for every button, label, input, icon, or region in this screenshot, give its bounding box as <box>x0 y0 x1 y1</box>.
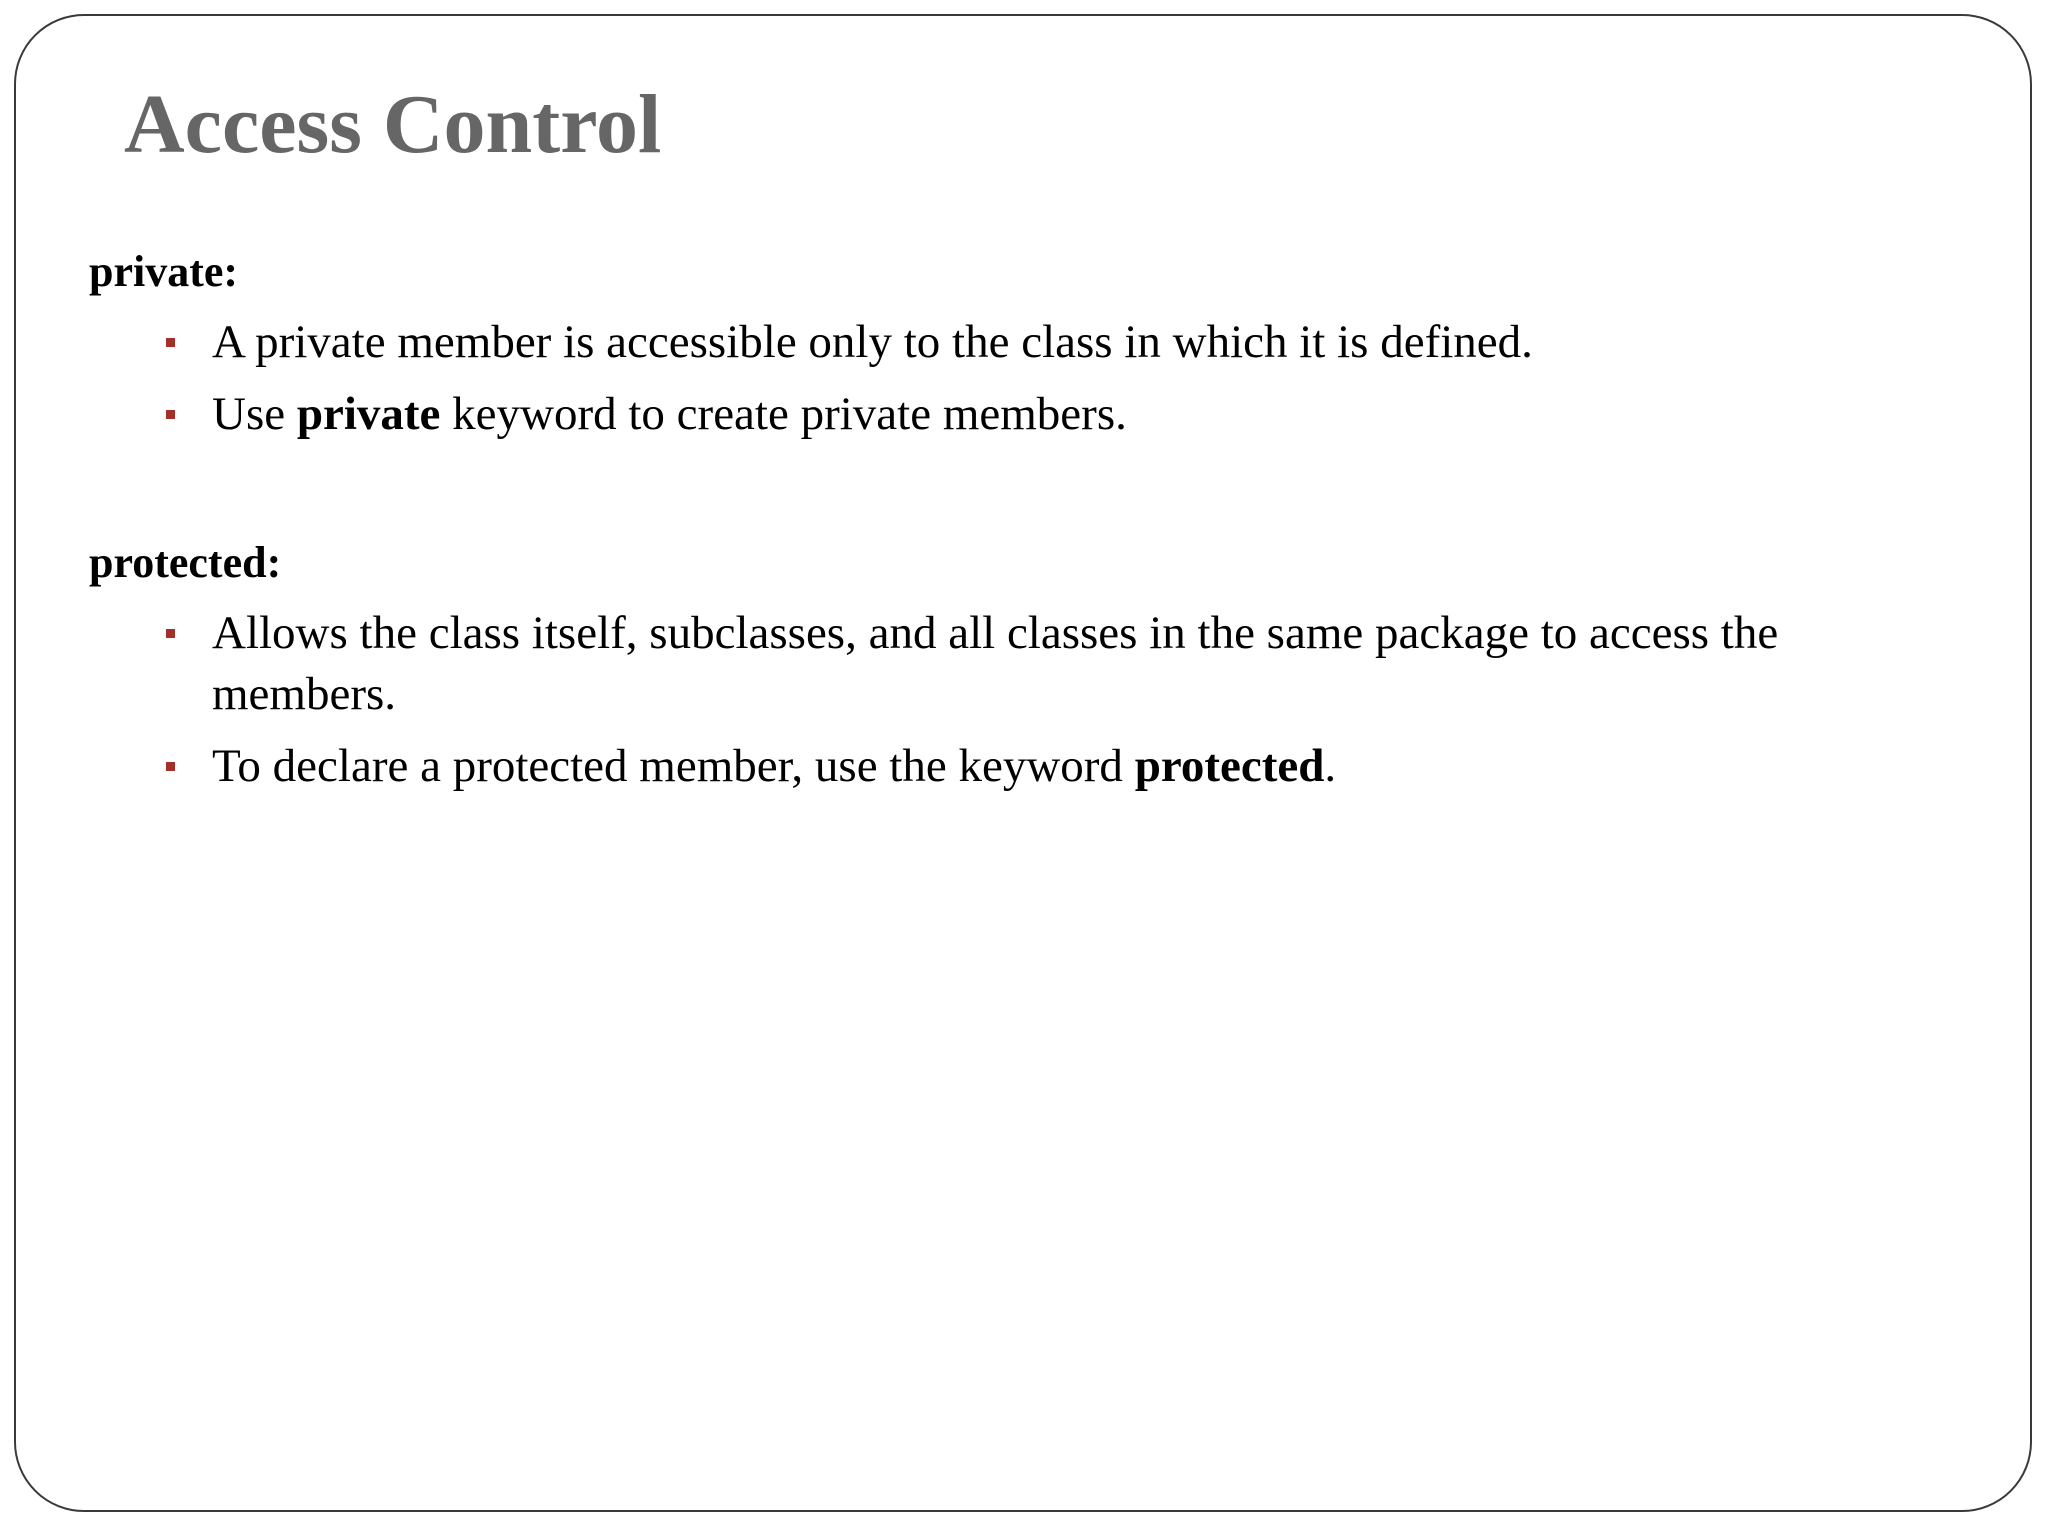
bullet-text-before: Use <box>212 388 297 440</box>
section-heading-private: private: <box>89 247 239 296</box>
keyword-protected: protected <box>1134 740 1325 792</box>
square-bullet-icon <box>166 762 175 771</box>
bullet-text-after: keyword to create private members. <box>440 388 1127 440</box>
bullet-text <box>212 384 1942 445</box>
bullet-item-protected-keyword <box>162 736 1942 797</box>
section-heading-protected: protected: <box>89 538 282 587</box>
bullet-item-private-keyword <box>162 384 1942 445</box>
bullet-text-before: To declare a protected member, use the keyword <box>212 740 1135 792</box>
square-bullet-icon <box>166 629 175 638</box>
square-bullet-icon <box>166 338 175 347</box>
bullet-text <box>212 736 1942 797</box>
bullet-text: Allows the class itself, subclasses, and all classes in the same package to access the members. <box>212 607 1779 720</box>
bullet-item-protected-definition <box>162 603 1942 725</box>
bullet-text: A private member is accessible only to the class in which it is defined. <box>212 316 1533 368</box>
keyword-private: private <box>296 388 441 440</box>
slide-title: Access Control <box>124 78 662 171</box>
bullet-text-after: . <box>1324 740 1337 792</box>
bullet-item-private-definition <box>162 312 1942 373</box>
square-bullet-icon <box>166 410 175 419</box>
